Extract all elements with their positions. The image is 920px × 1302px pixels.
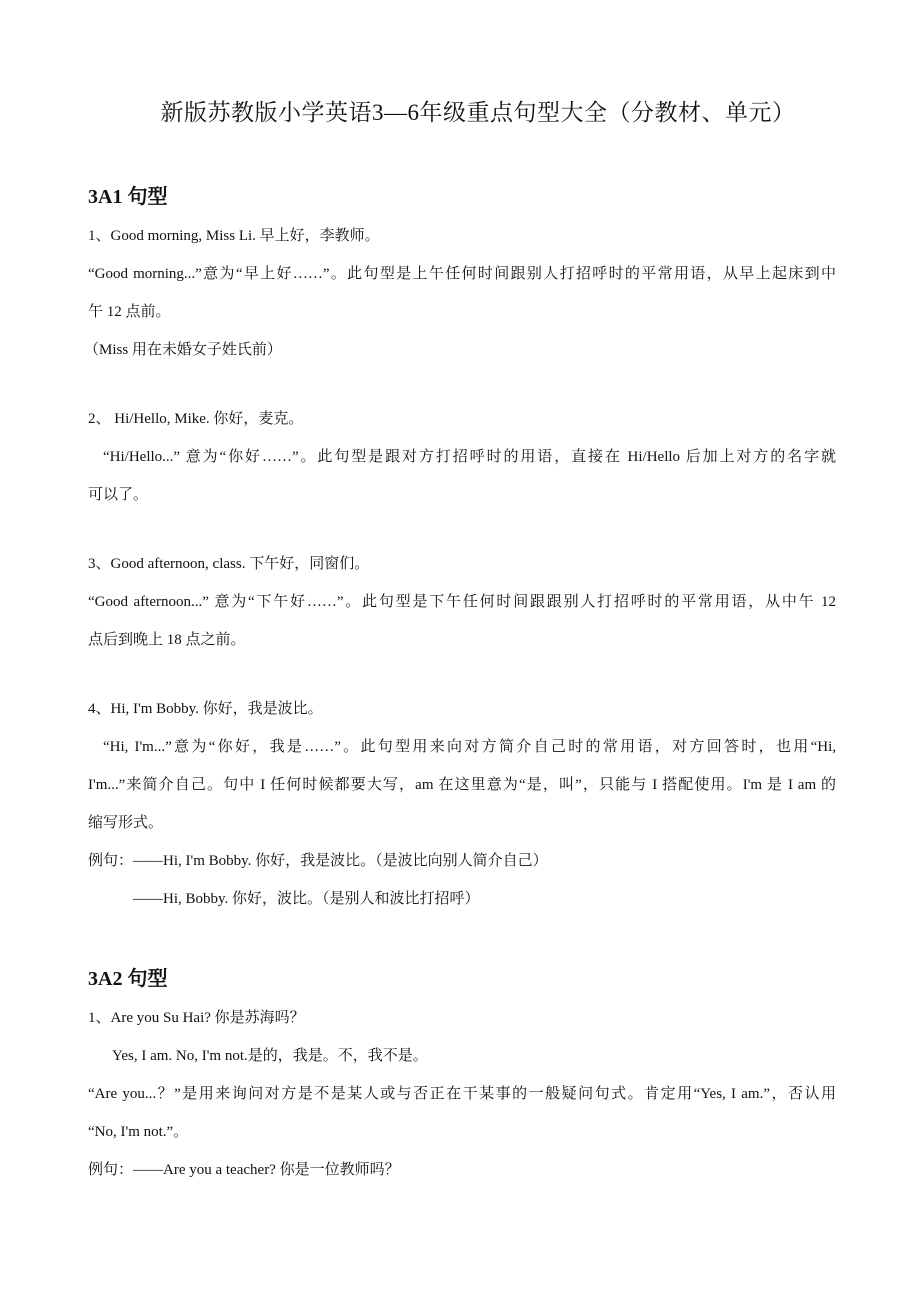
sentence-2-explanation-line-1: “Hi/Hello...” 意为“你好……”。此句型是跟对方打招呼时的用语，直接在 Hi/Hello 后加上对方的名字就 — [103, 449, 836, 465]
sentence-3-explanation-line-2: 点后到晚上 18 点之前。 — [88, 632, 246, 648]
example-a2-line-1: 例句：——Are you a teacher? 你是一位教师吗？ — [88, 1162, 400, 1178]
sentence-a2-1-explanation-line-2: “No, I'm not.”。 — [88, 1124, 189, 1140]
sentence-2-explanation-line-2: 可以了。 — [88, 487, 149, 503]
sentence-3-explanation-line-1: “Good afternoon...” 意为“下午好……”。此句型是下午任何时间跟跟别人打招呼时的平常用语，从中午 12 — [88, 594, 836, 610]
sentence-a2-1-line: 1、Are you Su Hai? 你是苏海吗？ — [88, 1010, 305, 1026]
sentence-1-line: 1、Good morning, Miss Li. 早上好，李教师。 — [88, 228, 380, 244]
sentence-a2-1-explanation-line-1: “Are you...？”是用来询问对方是不是某人或与否正在干某事的一般疑问句式。肯定用“Yes, I am.”，否认用 — [88, 1086, 836, 1102]
document-title: 新版苏教版小学英语3—6年级重点句型大全（分教材、单元） — [160, 100, 796, 125]
example-line-1: 例句：——Hi, I'm Bobby. 你好，我是波比。（是波比向别人简介自己） — [88, 853, 548, 869]
sentence-2-line: 2、 Hi/Hello, Mike. 你好，麦克。 — [88, 411, 304, 427]
sentence-1-explanation-line-2: 午 12 点前。 — [88, 304, 171, 320]
example-line-2: ——Hi, Bobby. 你好，波比。（是别人和波比打招呼） — [133, 891, 480, 907]
sentence-4-explanation-line-1: “Hi, I'm...”意为“你好，我是……”。此句型用来向对方简介自己时的常用语，对方回答时，也用“Hi, — [103, 739, 836, 755]
sentence-4-line: 4、Hi, I'm Bobby. 你好，我是波比。 — [88, 701, 323, 717]
sentence-1-note: （Miss 用在未婚女子姓氏前） — [84, 342, 282, 358]
sentence-1-explanation-line-1: “Good morning...”意为“早上好……”。此句型是上午任何时间跟别人打招呼时的平常用语，从早上起床到中 — [88, 266, 836, 282]
sentence-3-line: 3、Good afternoon, class. 下午好，同窗们。 — [88, 556, 370, 572]
section-heading-3a2: 3A2 句型 — [88, 968, 168, 990]
sentence-a2-1-answers: Yes, I am. No, I'm not.是的，我是。不，我不是。 — [112, 1048, 428, 1064]
sentence-4-explanation-line-2: I'm...”来简介自己。句中 I 任何时候都要大写，am 在这里意为“是，叫”，只能与 I 搭配使用。I'm 是 I am 的 — [88, 777, 836, 793]
sentence-4-explanation-line-3: 缩写形式。 — [88, 815, 164, 831]
section-heading-3a1: 3A1 句型 — [88, 186, 168, 208]
